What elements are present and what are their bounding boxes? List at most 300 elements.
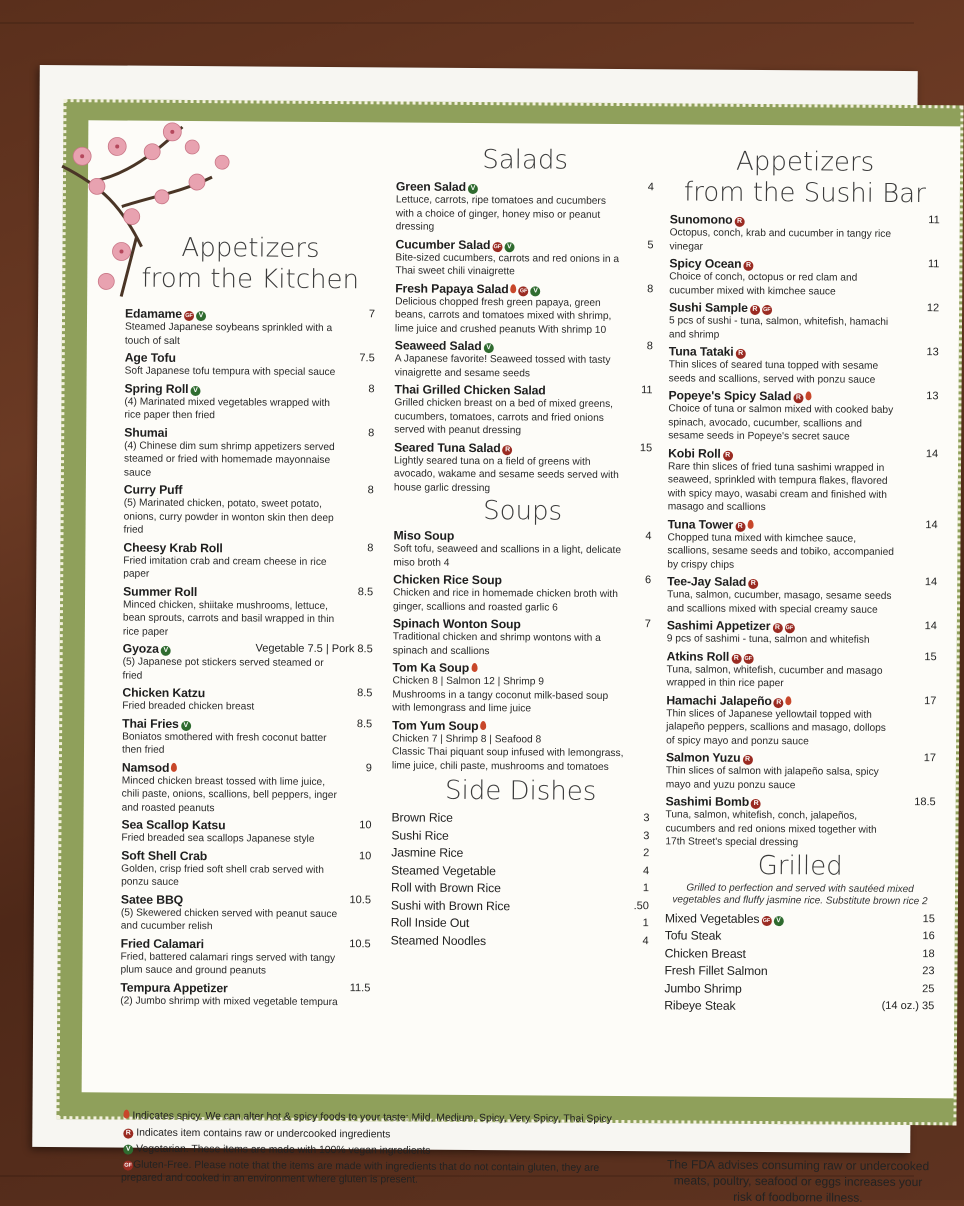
menu-item xyxy=(666,750,936,793)
kitchen-column xyxy=(120,233,375,1013)
item-name-text: Steamed Noodles xyxy=(390,932,487,948)
item-name-text: Sashimi Bomb xyxy=(665,794,750,809)
item-price: 10 xyxy=(358,849,372,862)
menu-item xyxy=(669,344,939,387)
item-name xyxy=(123,540,373,556)
legend-spicy-text: Indicates spicy. We can alter hot & spicy foods to your taste: Mild, Medium, Spicy, Very Spicy, Thai Spicy xyxy=(132,1110,612,1125)
item-name-text: Sushi Rice xyxy=(391,827,449,843)
item-name xyxy=(124,381,374,397)
item-price: 15 xyxy=(639,441,653,454)
item-price: 8 xyxy=(368,382,375,395)
item-name-text: Atkins Roll xyxy=(666,648,730,664)
gluten-free-badge-icon: GF xyxy=(184,311,194,321)
menu-item xyxy=(394,382,652,438)
menu-item xyxy=(665,928,935,947)
item-price: 2 xyxy=(643,847,650,860)
item-description: Choice of conch, octopus or red clam and cucumber mixed with kimchee sauce xyxy=(669,271,858,298)
item-price: 25 xyxy=(922,982,935,995)
item-name xyxy=(667,649,937,665)
item-description: (4) Marinated mixed vegetables wrapped with rice paper then fried xyxy=(124,396,331,422)
gluten-free-badge-icon: GF xyxy=(492,242,502,252)
item-name-text: Sushi Sample xyxy=(669,300,748,315)
item-description: Soft Japanese tofu tempura with special sauce xyxy=(124,365,336,379)
item-name xyxy=(391,915,649,931)
menu-item xyxy=(392,718,650,774)
vegetarian-badge-icon: V xyxy=(181,720,191,730)
sides-title: Side Dishes xyxy=(444,775,597,807)
vegetarian-badge-icon: V xyxy=(531,286,541,296)
item-price: 6 xyxy=(645,574,652,587)
menu-item xyxy=(120,980,370,1009)
menu-item xyxy=(125,307,375,350)
item-name-text: Sunomono xyxy=(669,212,733,227)
vegetarian-badge-icon: V xyxy=(161,646,171,656)
item-name-text: Ribeye Steak xyxy=(664,998,736,1013)
item-price: 14 xyxy=(924,620,937,633)
item-price: 10 xyxy=(359,819,372,832)
item-name-text: Spicy Ocean xyxy=(669,256,742,271)
item-price: 18 xyxy=(922,947,935,960)
item-name-text: Jumbo Shrimp xyxy=(664,980,742,996)
item-name-text: Tom Yum Soup xyxy=(392,717,479,733)
grilled-note: Grilled to perfection and served with sautéed mixed vegetables and fluffy jasmine rice. Substitute brown rice 2 xyxy=(672,881,928,908)
item-name xyxy=(391,933,649,949)
item-price: 15 xyxy=(922,912,935,925)
menu-item xyxy=(666,649,936,692)
menu-item xyxy=(396,179,654,235)
menu-item xyxy=(391,933,649,952)
item-name-text: Spring Roll xyxy=(124,381,189,396)
item-description: Fried, battered calamari rings served with tangy plum sauce and ground peanuts xyxy=(120,951,336,977)
item-description: (5) Japanese pot stickers served steamed or fried xyxy=(122,656,324,682)
item-price: (14 oz.) 35 xyxy=(881,999,935,1013)
menu-item xyxy=(391,810,649,829)
menu-item xyxy=(122,760,372,816)
item-name-text: Gyoza xyxy=(122,641,159,656)
item-name xyxy=(121,848,371,864)
menu-item xyxy=(667,517,937,573)
item-description: A Japanese favorite! Seaweed tossed with tasty vinaigrette and sesame seeds xyxy=(394,353,611,379)
item-name xyxy=(391,828,649,844)
item-description: Soft tofu, seaweed and scallions in a light, delicate miso broth 4 xyxy=(393,543,622,569)
menu-item xyxy=(122,642,372,685)
raw-badge-icon: R xyxy=(731,653,741,663)
item-description: (5) Skewered chicken served with peanut sauce and cucumber relish xyxy=(120,907,338,933)
item-price: 8 xyxy=(368,426,375,439)
item-name-text: Brown Rice xyxy=(391,810,453,825)
kitchen-title-line2: from the Kitchen xyxy=(141,263,360,296)
salads-items xyxy=(394,179,654,496)
menu-item xyxy=(668,446,938,516)
item-name-text: Fresh Papaya Salad xyxy=(395,280,509,296)
raw-badge-icon: R xyxy=(723,450,733,460)
spicy-icon xyxy=(805,391,811,400)
legend-gluten-free-text: Gluten-Free. Please note that the items are made with ingredients that do not contain gluten, they are prepared and cooked in an environment where gluten is present. xyxy=(120,1159,600,1186)
item-name-text: Thai Fries xyxy=(122,716,179,731)
item-description: Rare thin slices of fried tuna sashimi wrapped in seaweed, sprinkled with tempura flakes, flavored with spicy mayo, wasabi cream and finished with masago and scallions xyxy=(667,460,888,514)
item-name-text: Satee BBQ xyxy=(120,892,184,907)
item-description: Delicious chopped fresh green papaya, green beans, carrots and tomatoes mixed with shrimp, lime juice and crushed peanuts With shrimp 10 xyxy=(394,295,612,336)
menu-item xyxy=(393,528,651,571)
item-price: 8 xyxy=(646,340,653,353)
item-name-text: Thai Grilled Chicken Salad xyxy=(394,382,546,398)
raw-badge-icon: R xyxy=(736,349,746,359)
item-price: 7 xyxy=(644,618,651,631)
item-price: 23 xyxy=(922,965,935,978)
item-name-text: Tee-Jay Salad xyxy=(667,574,747,589)
item-name xyxy=(394,440,652,456)
vegetarian-badge-icon: V xyxy=(773,916,783,926)
item-name-text: Sashimi Appetizer xyxy=(666,618,771,634)
item-price: 8.5 xyxy=(356,717,373,730)
item-description: Boniatos smothered with fresh coconut batter then fried xyxy=(121,731,327,756)
item-price: 1 xyxy=(642,917,649,930)
item-price: 17 xyxy=(924,694,937,707)
item-name xyxy=(391,880,649,896)
spicy-icon xyxy=(481,721,487,730)
item-name xyxy=(123,584,373,600)
raw-badge-icon: R xyxy=(123,1128,133,1138)
sides-items xyxy=(391,810,650,952)
sushi-title-line2: from the Sushi Bar xyxy=(683,177,926,210)
item-description: Minced chicken, shiitake mushrooms, lettuce, bean sprouts, carrots and basil wrapped in thin rice paper xyxy=(122,599,335,638)
item-name-text: Jasmine Rice xyxy=(391,845,464,860)
item-description: Steamed Japanese soybeans sprinkled with a touch of salt xyxy=(124,321,333,347)
item-name-text: Tuna Tataki xyxy=(668,344,734,359)
item-description: Minced chicken breast tossed with lime juice, chili paste, onions, scallions, bell peppers, inger and roasted peanuts xyxy=(121,775,337,814)
item-name-text: Hamachi Jalapeño xyxy=(666,692,772,708)
section-title xyxy=(670,146,940,210)
item-description: Tuna, salmon, cucumber, masago, sesame seeds and scallions mixed with special creamy sauce xyxy=(666,589,892,616)
menu-item xyxy=(120,936,370,979)
menu-item xyxy=(669,212,939,255)
item-name xyxy=(668,446,938,462)
menu-item xyxy=(668,388,938,444)
section-title xyxy=(125,233,375,297)
raw-badge-icon: R xyxy=(735,217,745,227)
menu-item xyxy=(124,381,374,424)
item-price: 5 xyxy=(647,238,654,251)
item-price: 4 xyxy=(647,181,654,194)
middle-column xyxy=(391,144,655,952)
item-name-text: Curry Puff xyxy=(123,482,183,497)
menu-item xyxy=(669,300,939,343)
raw-badge-icon: R xyxy=(772,623,782,633)
sushi-title-line1: Appetizers xyxy=(735,146,875,178)
item-price: 4 xyxy=(645,530,652,543)
sushi-items xyxy=(665,212,939,850)
menu-item xyxy=(664,998,934,1017)
item-name xyxy=(665,946,935,962)
item-price: 8 xyxy=(367,541,374,554)
menu-item xyxy=(665,911,935,930)
item-price: 10.5 xyxy=(349,893,372,906)
item-name-text: Roll Inside Out xyxy=(390,915,470,930)
menu-item xyxy=(667,574,937,617)
menu-content xyxy=(82,120,961,1205)
sushi-column xyxy=(664,146,940,1017)
item-description: (5) Marinated chicken, potato, sweet potato, onions, curry powder in wonton skin then deep fried xyxy=(123,497,334,536)
menu-item xyxy=(392,660,650,716)
item-price: 18.5 xyxy=(914,796,936,809)
item-name-text: Namsod xyxy=(121,760,170,775)
item-price: 9 xyxy=(365,761,372,774)
soups-items xyxy=(392,528,652,774)
item-description: Choice of tuna or salmon mixed with cooked baby spinach, avocado, cucumber, scallions and sesame seeds in Popeye's secret sauce xyxy=(668,403,894,443)
spicy-icon xyxy=(511,284,517,293)
spicy-icon xyxy=(171,762,177,771)
item-price: 11 xyxy=(641,384,653,397)
item-description: Chopped tuna mixed with kimchee sauce, scallions, sesame seeds and tobiko, accompanied by crispy chips xyxy=(667,531,894,571)
item-price: 14 xyxy=(925,447,939,460)
item-price: 11.5 xyxy=(349,981,371,994)
salads-title: Salads xyxy=(482,145,569,176)
menu-item xyxy=(391,880,649,899)
fda-notice: The FDA advises consuming raw or undercooked meats, poultry, seafood or eggs increases your risk of foodborne illness. xyxy=(667,1157,930,1205)
item-description: Chicken 8 | Salmon 12 | Shrimp 9 Mushrooms in a tangy coconut milk-based soup with lemongrass and lime juice xyxy=(392,675,609,715)
raw-badge-icon: R xyxy=(751,799,761,809)
item-name-text: Mixed Vegetables xyxy=(664,910,760,926)
item-price: 3 xyxy=(643,812,650,825)
item-name-text: Fried Calamari xyxy=(120,936,204,951)
item-name xyxy=(395,237,653,253)
item-description: Octopus, conch, krab and cucumber in tangy rice vinegar xyxy=(669,227,892,253)
item-price: 7.5 xyxy=(359,352,375,365)
item-name-text: Chicken Rice Soup xyxy=(393,572,502,588)
item-name-text: Seared Tuna Salad xyxy=(394,439,501,455)
menu-frame xyxy=(56,99,963,1205)
vegetarian-badge-icon: V xyxy=(190,386,200,396)
item-price: 13 xyxy=(926,390,939,403)
raw-badge-icon: R xyxy=(748,579,758,589)
raw-badge-icon: R xyxy=(750,305,760,315)
item-name xyxy=(666,693,936,709)
item-price: 11 xyxy=(928,214,940,227)
raw-badge-icon: R xyxy=(774,698,784,708)
spicy-icon xyxy=(123,1110,129,1119)
gluten-free-badge-icon: GF xyxy=(123,1160,133,1170)
item-description: Chicken and rice in homemade chicken broth with ginger, scallions and roasted garlic 6 xyxy=(392,587,618,614)
item-name-text: Tofu Steak xyxy=(664,928,722,943)
item-name xyxy=(124,425,374,441)
item-description: Tuna, salmon, whitefish, cucumber and masago wrapped in thin rice paper xyxy=(666,663,883,690)
menu-item xyxy=(665,946,935,965)
item-name xyxy=(665,928,935,944)
item-price: Vegetable 7.5 | Pork 8.5 xyxy=(255,642,373,656)
item-name-text: Fresh Fillet Salmon xyxy=(664,963,768,979)
item-name-text: Cheesy Krab Roll xyxy=(123,540,223,555)
gluten-free-badge-icon: GF xyxy=(743,653,753,663)
menu-item xyxy=(124,425,374,481)
item-name-text: Green Salad xyxy=(395,179,467,194)
gluten-free-badge-icon: GF xyxy=(519,286,529,296)
item-name-text: Sushi with Brown Rice xyxy=(390,897,511,913)
item-name xyxy=(665,911,935,927)
gluten-free-badge-icon: GF xyxy=(784,623,794,633)
item-description: Bite-sized cucumbers, carrots and red onions in a Thai sweet chili vinaigrette xyxy=(395,251,620,278)
vegetarian-badge-icon: V xyxy=(468,184,478,194)
menu-item xyxy=(666,693,936,749)
item-price: 8.5 xyxy=(357,585,374,598)
item-name-text: Age Tofu xyxy=(124,350,176,365)
menu-item xyxy=(123,483,373,539)
item-description: Traditional chicken and shrimp wontons with a spinach and scallions xyxy=(392,631,601,657)
vegetarian-badge-icon: V xyxy=(504,242,514,252)
item-description: Lightly seared tuna on a field of greens with avocado, wakame and sesame seeds served with house garlic dressing xyxy=(393,454,619,494)
item-description: Fried breaded chicken breast xyxy=(122,700,255,713)
item-name xyxy=(121,936,371,952)
menu-item xyxy=(123,584,373,640)
gluten-free-badge-icon: GF xyxy=(762,305,772,315)
item-name xyxy=(121,892,371,908)
menu-item xyxy=(394,440,652,496)
item-price: 7 xyxy=(368,308,376,321)
item-name-text: Kobi Roll xyxy=(668,445,721,461)
menu-item xyxy=(664,963,934,982)
item-price: 4 xyxy=(642,934,649,947)
menu-item xyxy=(121,848,371,891)
item-name-text: Chicken Katzu xyxy=(122,685,206,701)
item-description: Thin slices of salmon with jalapeño salsa, spicy mayo and yuzu ponzu sauce xyxy=(665,765,879,791)
item-name-text: Spinach Wonton Soup xyxy=(392,616,521,632)
item-description: 5 pcs of sushi - tuna, salmon, whitefish, hamachi and shrimp xyxy=(668,315,889,341)
item-price: .50 xyxy=(633,899,649,912)
item-description: Tuna, salmon, whitefish, conch, jalapeños, cucumbers and red onions mixed together with 17th Street's special dressing xyxy=(665,809,877,849)
item-name-text: Tuna Tower xyxy=(667,516,734,532)
item-price: 14 xyxy=(924,576,938,589)
item-price: 12 xyxy=(926,302,940,315)
spicy-icon xyxy=(471,663,477,672)
menu-item xyxy=(393,572,651,615)
raw-badge-icon: R xyxy=(793,393,803,403)
item-description: Chicken 7 | Shrimp 8 | Seafood 8 Classic Thai piquant soup infused with lemongrass, lime juice, chili paste, mushrooms and tomatoes xyxy=(391,732,624,773)
menu-item xyxy=(395,281,653,337)
item-name xyxy=(664,981,934,997)
item-price: 15 xyxy=(924,650,937,663)
item-description: (4) Chinese dim sum shrimp appetizers served steamed or fried with homemade mayonnaise sauce xyxy=(123,440,335,479)
item-price: 4 xyxy=(643,864,650,877)
spicy-icon xyxy=(747,519,753,528)
soups-title: Soups xyxy=(483,496,563,527)
vegetarian-badge-icon: V xyxy=(123,1145,133,1155)
item-description: Lettuce, carrots, ripe tomatoes and cucumbers with a choice of ginger, honey miso or peanut dressing xyxy=(395,194,606,233)
item-price: 3 xyxy=(643,829,650,842)
item-name-text: Shumai xyxy=(124,425,168,440)
legend-vegetarian-text: Vegetarian. These items are made with 100% vegan ingredients xyxy=(136,1143,431,1157)
vegetarian-badge-icon: V xyxy=(196,311,206,321)
raw-badge-icon: R xyxy=(503,445,513,455)
item-name-text: Cucumber Salad xyxy=(395,236,491,252)
item-name xyxy=(391,898,649,914)
item-description: Fried breaded sea scallops Japanese style xyxy=(121,832,315,845)
item-price: 8.5 xyxy=(357,687,373,700)
item-price: 8 xyxy=(647,282,654,295)
raw-badge-icon: R xyxy=(742,755,752,765)
menu-item xyxy=(121,818,371,847)
item-name xyxy=(122,760,372,776)
gluten-free-badge-icon: GF xyxy=(761,916,771,926)
legend-raw-text: Indicates item contains raw or undercooked ingredients xyxy=(136,1127,391,1140)
item-name-text: Chicken Breast xyxy=(664,945,746,961)
menu-item xyxy=(395,338,653,381)
menu-item xyxy=(669,256,939,299)
menu-item xyxy=(122,686,372,715)
item-price: 1 xyxy=(642,882,650,895)
grilled-items xyxy=(664,911,935,1018)
legend-gluten-free xyxy=(121,1158,641,1189)
item-name xyxy=(391,845,649,861)
menu-item xyxy=(121,892,371,935)
menu-item xyxy=(391,828,649,847)
item-description: Golden, crisp fried soft shell crab served with ponzu sauce xyxy=(121,863,324,888)
item-name xyxy=(391,810,649,826)
item-price: 11 xyxy=(927,258,940,271)
item-price: 13 xyxy=(926,346,939,359)
item-name xyxy=(395,281,653,297)
item-name-text: Tom Ka Soup xyxy=(392,660,470,675)
item-price: 14 xyxy=(925,518,938,531)
raw-badge-icon: R xyxy=(735,521,745,531)
kitchen-title-line1: Appetizers xyxy=(181,232,320,264)
menu-item xyxy=(667,618,937,647)
item-description: (2) Jumbo shrimp with mixed vegetable tempura xyxy=(120,995,338,1008)
item-name xyxy=(120,980,370,996)
menu-item xyxy=(123,540,373,583)
menu-item xyxy=(664,981,934,1000)
item-name-text: Soft Shell Crab xyxy=(121,848,208,863)
item-price: 16 xyxy=(922,930,935,943)
menu-item xyxy=(665,794,935,850)
menu-item xyxy=(125,351,375,380)
item-name xyxy=(391,863,649,879)
menu-item xyxy=(395,237,653,280)
item-name xyxy=(668,517,938,533)
item-name-text: Steamed Vegetable xyxy=(391,862,496,878)
item-description: Thin slices of Japanese yellowtail topped with jalapeño peppers, scallions and masago, dollops of spicy mayo and ponzu sauce xyxy=(666,707,886,747)
grilled-title: Grilled xyxy=(757,850,843,882)
item-name-text: Seaweed Salad xyxy=(394,338,482,354)
item-name-text: Roll with Brown Rice xyxy=(391,880,501,896)
legend xyxy=(121,1109,642,1189)
item-name xyxy=(392,718,650,734)
menu-item xyxy=(391,863,649,882)
item-description: 9 pcs of sashimi - tuna, salmon and whitefish xyxy=(666,633,870,646)
item-price: 10.5 xyxy=(349,937,371,950)
item-description: Grilled chicken breast on a bed of mixed greens, cucumbers, tomatoes, carrots and fried onions served with peanut dressing xyxy=(394,397,614,437)
menu-item xyxy=(391,845,649,864)
item-name xyxy=(664,963,934,979)
item-name-text: Summer Roll xyxy=(123,584,198,599)
menu-page xyxy=(32,65,940,1205)
raw-badge-icon: R xyxy=(743,261,753,271)
menu-item xyxy=(393,616,651,659)
item-name-text: Popeye's Spicy Salad xyxy=(668,388,792,404)
item-description: Fried imitation crab and cream cheese in rice paper xyxy=(123,555,327,580)
item-name xyxy=(122,716,372,732)
menu-item xyxy=(122,716,372,759)
item-name-text: Edamame xyxy=(125,306,182,321)
item-price: 17 xyxy=(923,752,937,765)
menu-item xyxy=(391,898,649,917)
kitchen-items xyxy=(120,307,375,1010)
menu-item xyxy=(391,915,649,934)
item-name-text: Tempura Appetizer xyxy=(120,980,228,995)
vegetarian-badge-icon: V xyxy=(484,343,494,353)
item-description: Thin slices of seared tuna topped with sesame seeds and scallions, served with ponzu sauce xyxy=(668,359,879,386)
item-name-text: Salmon Yuzu xyxy=(665,750,741,765)
item-name-text: Miso Soup xyxy=(393,528,455,543)
spicy-icon xyxy=(786,696,792,705)
